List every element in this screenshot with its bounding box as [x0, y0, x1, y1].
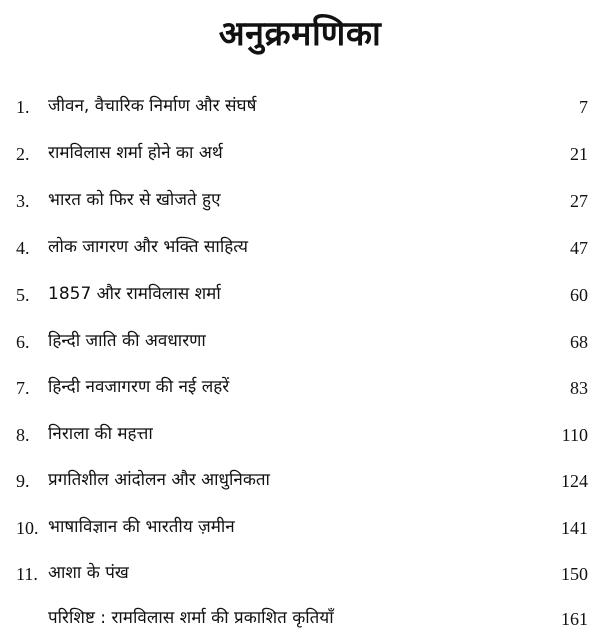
- entry-number: 3.: [16, 191, 30, 211]
- entry-page-number: 150: [561, 564, 588, 584]
- toc-entry: [0, 186, 600, 216]
- entry-number: 6.: [16, 332, 30, 352]
- entry-number: 8.: [16, 425, 30, 445]
- toc-entry-appendix: [0, 604, 600, 634]
- toc-entry: [0, 559, 600, 589]
- entry-page-number: 7: [579, 97, 588, 117]
- entry-page-number: 110: [561, 425, 588, 445]
- entry-number: 4.: [16, 238, 30, 258]
- entry-page-number: 60: [570, 285, 588, 305]
- entry-page-number: 124: [561, 471, 588, 491]
- entry-number: 2.: [16, 144, 30, 164]
- entry-page-number: 83: [570, 378, 588, 398]
- toc-entry: [0, 233, 600, 263]
- entry-page-number: 141: [561, 518, 588, 538]
- entry-title: भारत को फिर से खोजते हुए: [48, 190, 221, 210]
- entry-number: 5.: [16, 285, 30, 305]
- entry-title: रामविलास शर्मा होने का अर्थ: [48, 143, 223, 163]
- entry-page-number: 47: [570, 238, 588, 258]
- entry-title: जीवन, वैचारिक निर्माण और संघर्ष: [48, 96, 257, 116]
- toc-entry: [0, 466, 600, 496]
- entry-title: परिशिष्ट : रामविलास शर्मा की प्रकाशित कृतियाँ: [48, 608, 334, 628]
- toc-entry: [0, 420, 600, 450]
- entry-title: आशा के पंख: [48, 563, 129, 583]
- entry-number: 11.: [16, 564, 38, 584]
- toc-entry: [0, 92, 600, 122]
- entry-number: 9.: [16, 471, 30, 491]
- entry-page-number: 161: [561, 609, 588, 629]
- toc-entry: [0, 327, 600, 357]
- entry-title: हिन्दी नवजागरण की नई लहरें: [48, 377, 230, 397]
- entry-number: 7.: [16, 378, 30, 398]
- toc-entry: [0, 280, 600, 310]
- entry-title: भाषाविज्ञान की भारतीय ज़मीन: [48, 517, 235, 537]
- entry-title: निराला की महत्ता: [48, 424, 153, 444]
- toc-entry: [0, 373, 600, 403]
- entry-title: लोक जागरण और भक्ति साहित्य: [48, 237, 249, 257]
- entry-number: 1.: [16, 97, 30, 117]
- entry-page-number: 27: [570, 191, 588, 211]
- entry-title: 1857 और रामविलास शर्मा: [48, 284, 221, 304]
- entry-number: 10.: [16, 518, 39, 538]
- entry-title: प्रगतिशील आंदोलन और आधुनिकता: [48, 470, 270, 490]
- toc-entry: [0, 139, 600, 169]
- entry-page-number: 68: [570, 332, 588, 352]
- toc-entry: [0, 513, 600, 543]
- entry-title: हिन्दी जाति की अवधारणा: [48, 331, 206, 351]
- entry-page-number: 21: [570, 144, 588, 164]
- page-title: अनुक्रमणिका: [218, 14, 382, 54]
